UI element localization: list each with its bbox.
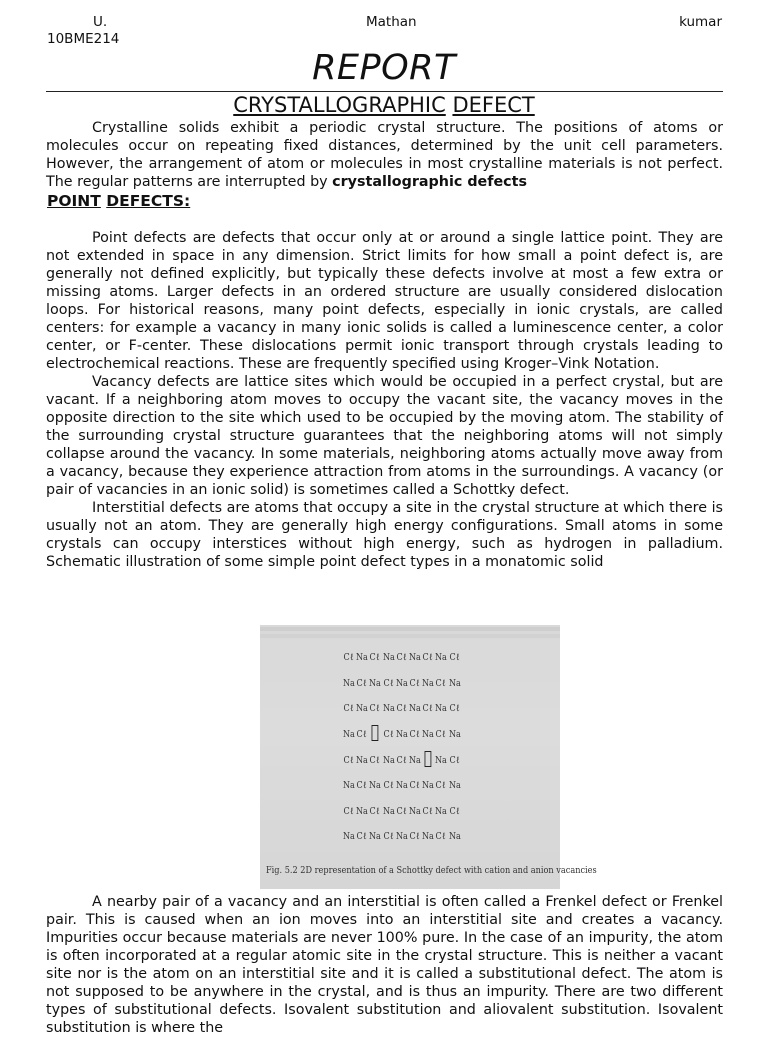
- lattice-atom: Cℓ: [396, 805, 407, 817]
- lattice-atom: Na: [382, 805, 395, 817]
- lattice-row: [342, 799, 461, 825]
- heading-word-defects: DEFECTS:: [106, 192, 191, 210]
- schottky-defect-figure: [260, 625, 597, 889]
- report-title: REPORT: [312, 48, 456, 88]
- lattice-atom: Cℓ: [409, 677, 420, 689]
- lattice-row: [342, 645, 461, 671]
- point-defects-heading: [47, 191, 190, 211]
- lattice-atom: Cℓ: [409, 831, 420, 843]
- paragraph-point-defects: Point defects are defects that occur only at or around a single lattice point. They are not extended in space in any dimension. Strict limits for how small a point defect is, are generally not defined explicitly, but typically these defects involve at most a few extra or missing atoms. Larger defects in an ordered structure are usually considered dislocation loops. For historical reasons, many point defects, especially in ionic crystals, are called centers: for example a vacancy in many ionic solids is called a luminescence center, a color center, or F-center. These dislocations permit ionic transport through crystals leading to electrochemical reactions. These are frequently specified using Kroger–Vink Notation.: [46, 230, 723, 372]
- lattice-atom: Na: [435, 703, 448, 715]
- lattice-row: [342, 722, 461, 748]
- lattice-atom: Na: [395, 831, 408, 843]
- lattice-atom: Na: [369, 677, 382, 689]
- paragraph-frenkel: A nearby pair of a vacancy and an interstitial is often called a Frenkel defect or Frenkel pair. This is caused when an ion moves into an interstitial site and creates a vacancy. Impurities occur because materials are never 100% pure. In the case of an impurity, the atom is often incorporated at a regular atomic site in the crystal structure. This is neither a vacant site nor is the atom on an interstitial site and it is called a substitutional defect. The atom is not supposed to be anywhere in the crystal, and is thus an impurity. There are two different types of substitutional defects. Isovalent substitution and aliovalent substitution. Isovalent substitution is where the: [46, 894, 723, 1036]
- lattice-atom: Na: [382, 703, 395, 715]
- lattice-atom: Cℓ: [435, 780, 446, 792]
- lattice-atom: Na: [408, 805, 421, 817]
- lattice-atom: Cℓ: [356, 729, 367, 741]
- lattice-atom: Na: [408, 754, 421, 766]
- lattice-row: [342, 773, 461, 799]
- lattice-atom: Na: [408, 652, 421, 664]
- paragraph-vacancy-defects: Vacancy defects are lattice sites which would be occupied in a perfect crystal, but are vacant. If a neighboring atom moves to occupy the vacant site, the vacancy moves in the opposite direction to the site which used to be occupied by the moving atom. The stability of the surrounding crystal structure guarantees that the neighboring atoms will not simply collapse around the vacancy. In some materials, neighboring atoms actually move away from a vacancy, because they experience attraction from atoms in the surroundings. A vacancy (or pair of vacancies in an ionic solid) is sometimes called a Schottky defect.: [46, 374, 723, 498]
- lattice-atom: Cℓ: [369, 703, 380, 715]
- lattice-atom: Cℓ: [422, 652, 433, 664]
- author-initial: U.: [93, 14, 108, 30]
- lattice-atom: Cℓ: [449, 703, 460, 715]
- author-name: Mathan: [366, 14, 417, 30]
- lattice-atom: Na: [342, 780, 355, 792]
- lattice-atom: Cℓ: [396, 703, 407, 715]
- lattice-atom: Na: [342, 677, 355, 689]
- heading-word-point: POINT: [47, 192, 101, 210]
- lattice-atom: Na: [408, 703, 421, 715]
- lattice-atom: Na: [435, 805, 448, 817]
- lattice-atom: Na: [356, 805, 369, 817]
- lattice-row: [342, 696, 461, 722]
- section-title-word2: DEFECT: [452, 93, 535, 117]
- lattice-atom: Na: [382, 754, 395, 766]
- lattice-atom: Cℓ: [422, 703, 433, 715]
- lattice-atom: Na: [448, 780, 461, 792]
- lattice-atom: Na: [435, 754, 448, 766]
- lattice-atom: Na: [422, 677, 435, 689]
- lattice-atom: Na: [356, 754, 369, 766]
- lattice-atom: Cℓ: [435, 677, 446, 689]
- lattice-atom: Cℓ: [383, 677, 394, 689]
- lattice-atom: Cℓ: [369, 805, 380, 817]
- lattice-atom: Cℓ: [396, 754, 407, 766]
- lattice-row: [342, 747, 461, 773]
- lattice-atom: Cℓ: [369, 754, 380, 766]
- lattice-atom: Cℓ: [449, 652, 460, 664]
- lattice-atom: Na: [369, 780, 382, 792]
- lattice-atom: Na: [448, 729, 461, 741]
- lattice-atom: Cℓ: [383, 831, 394, 843]
- lattice-atom: Cℓ: [383, 780, 394, 792]
- lattice-atom: Cℓ: [369, 652, 380, 664]
- lattice-atom: Na: [342, 729, 355, 741]
- lattice-atom: Na: [395, 780, 408, 792]
- roll-number: 10BME214: [47, 31, 120, 47]
- lattice-atom: Na: [382, 652, 395, 664]
- lattice-atom: Cℓ: [343, 805, 354, 817]
- lattice-atom: Na: [342, 831, 355, 843]
- lattice-atom: Cℓ: [435, 831, 446, 843]
- intro-text: Crystalline solids exhibit a periodic crystal structure. The positions of atoms or molecules occur on repeating fixed distances, determined by the unit cell parameters. However, the arrangement of atom or molecules in most crystalline materials is not perfect. The regular patterns are interrupted by: [46, 120, 723, 190]
- frenkel-paragraph: [46, 893, 723, 1037]
- lattice-atom: Na: [435, 652, 448, 664]
- lattice-atom: Cℓ: [383, 729, 394, 741]
- lattice-atom: Cℓ: [343, 754, 354, 766]
- intro-paragraph: [46, 119, 723, 191]
- figure-caption: Fig. 5.2 2D representation of a Schottky defect with cation and anion vacancies: [266, 865, 597, 876]
- lattice-row: [342, 671, 461, 697]
- lattice-atom: Cℓ: [356, 677, 367, 689]
- vacancy-box: [369, 725, 380, 744]
- lattice-atom: Cℓ: [396, 652, 407, 664]
- lattice-atom: Na: [422, 729, 435, 741]
- nacl-lattice-grid: [342, 645, 461, 850]
- lattice-atom: Na: [448, 831, 461, 843]
- lattice-atom: Cℓ: [422, 805, 433, 817]
- lattice-atom: Cℓ: [409, 780, 420, 792]
- lattice-atom: Na: [369, 831, 382, 843]
- lattice-atom: Cℓ: [435, 729, 446, 741]
- section-title: [0, 92, 768, 118]
- lattice-atom: Na: [448, 677, 461, 689]
- intro-bold-term: crystallographic defects: [332, 174, 527, 190]
- lattice-row: [342, 824, 461, 850]
- lattice-atom: Cℓ: [343, 703, 354, 715]
- lattice-atom: Na: [356, 652, 369, 664]
- lattice-atom: Cℓ: [343, 652, 354, 664]
- lattice-atom: Cℓ: [356, 831, 367, 843]
- section-title-word1: CRYSTALLOGRAPHIC: [233, 93, 446, 117]
- lattice-atom: Cℓ: [356, 780, 367, 792]
- lattice-atom: Na: [422, 831, 435, 843]
- author-surname: kumar: [679, 14, 722, 30]
- vacancy-square: [372, 725, 379, 741]
- lattice-atom: Na: [356, 703, 369, 715]
- vacancy-square: [424, 751, 431, 767]
- lattice-atom: Na: [395, 729, 408, 741]
- point-defects-body: [46, 229, 723, 571]
- paragraph-interstitial-defects: Interstitial defects are atoms that occupy a site in the crystal structure at which there is usually not an atom. They are generally high energy configurations. Small atoms in some crystals can occupy interstices without high energy, such as hydrogen in palladium. Schematic illustration of some simple point defect types in a monatomic solid: [46, 500, 723, 570]
- lattice-atom: Na: [422, 780, 435, 792]
- lattice-atom: Cℓ: [449, 805, 460, 817]
- lattice-atom: Na: [395, 677, 408, 689]
- lattice-atom: Cℓ: [409, 729, 420, 741]
- lattice-atom: Cℓ: [449, 754, 460, 766]
- vacancy-box: [422, 751, 433, 770]
